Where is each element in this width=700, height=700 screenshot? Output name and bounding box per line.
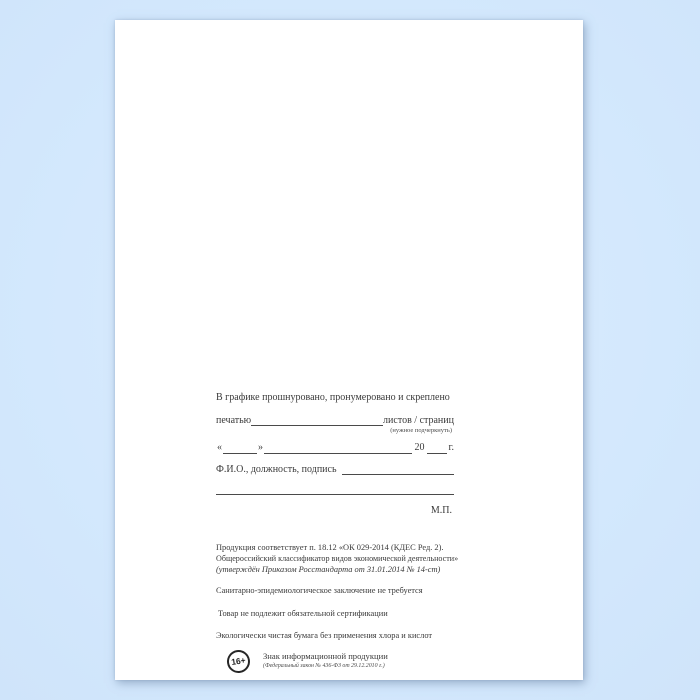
- signature-line: [216, 464, 454, 476]
- age-mark-title: Знак информационной продукции: [263, 650, 388, 661]
- compliance-paragraph: [216, 542, 459, 575]
- stamp-place-label: М.П.: [430, 505, 452, 517]
- signature-label: Ф.И.О., должность, подпись: [216, 463, 337, 475]
- age-rating-16plus-icon: 16+: [226, 648, 252, 674]
- document-page: [115, 20, 583, 680]
- day-blank-line: [223, 451, 257, 454]
- year-blank-line: [427, 451, 447, 454]
- compliance-line-1: Продукция соответствует п. 18.12 «ОК 029-2014 (КДЕС Ред. 2).: [216, 542, 444, 552]
- open-quote: «: [217, 442, 222, 454]
- eco-statement: Экологически чистая бумага без применения хлора и кислот: [216, 630, 433, 640]
- age-mark-text: [263, 650, 388, 670]
- close-quote: »: [258, 442, 263, 454]
- certification-statement: Товар не подлежит обязательной сертификации: [218, 608, 388, 618]
- year-prefix: 20: [414, 442, 425, 454]
- underline-note: (нужное подчеркнуть): [390, 427, 452, 434]
- binding-statement: В графике прошнуровано, пронумеровано и скреплено: [216, 392, 450, 403]
- seal-line: [216, 415, 454, 427]
- sheets-pages-label: листов / страниц: [383, 414, 454, 426]
- age-mark-row: [227, 650, 454, 673]
- age-mark-law-note: (Федеральный закон № 436-ФЗ от 29.12.2010 г.): [263, 662, 385, 669]
- compliance-line-2: Общероссийский классификатор видов экономической деятельности»: [216, 553, 459, 563]
- compliance-line-3: (утверждён Приказом Росстандарта от 31.01.2014 № 14-ст): [216, 564, 441, 574]
- date-line: [216, 442, 454, 454]
- month-blank-line: [264, 451, 412, 454]
- sanitary-statement: Санитарно-эпидемиологическое заключение не требуется: [216, 585, 423, 595]
- extra-blank-line-row: [216, 492, 454, 495]
- extra-blank-line: [216, 492, 454, 495]
- seal-label: печатью: [216, 414, 252, 426]
- document-content: [216, 392, 459, 673]
- year-suffix: г.: [448, 442, 454, 454]
- seal-blank-line: [251, 423, 383, 426]
- signature-blank-line: [342, 472, 454, 475]
